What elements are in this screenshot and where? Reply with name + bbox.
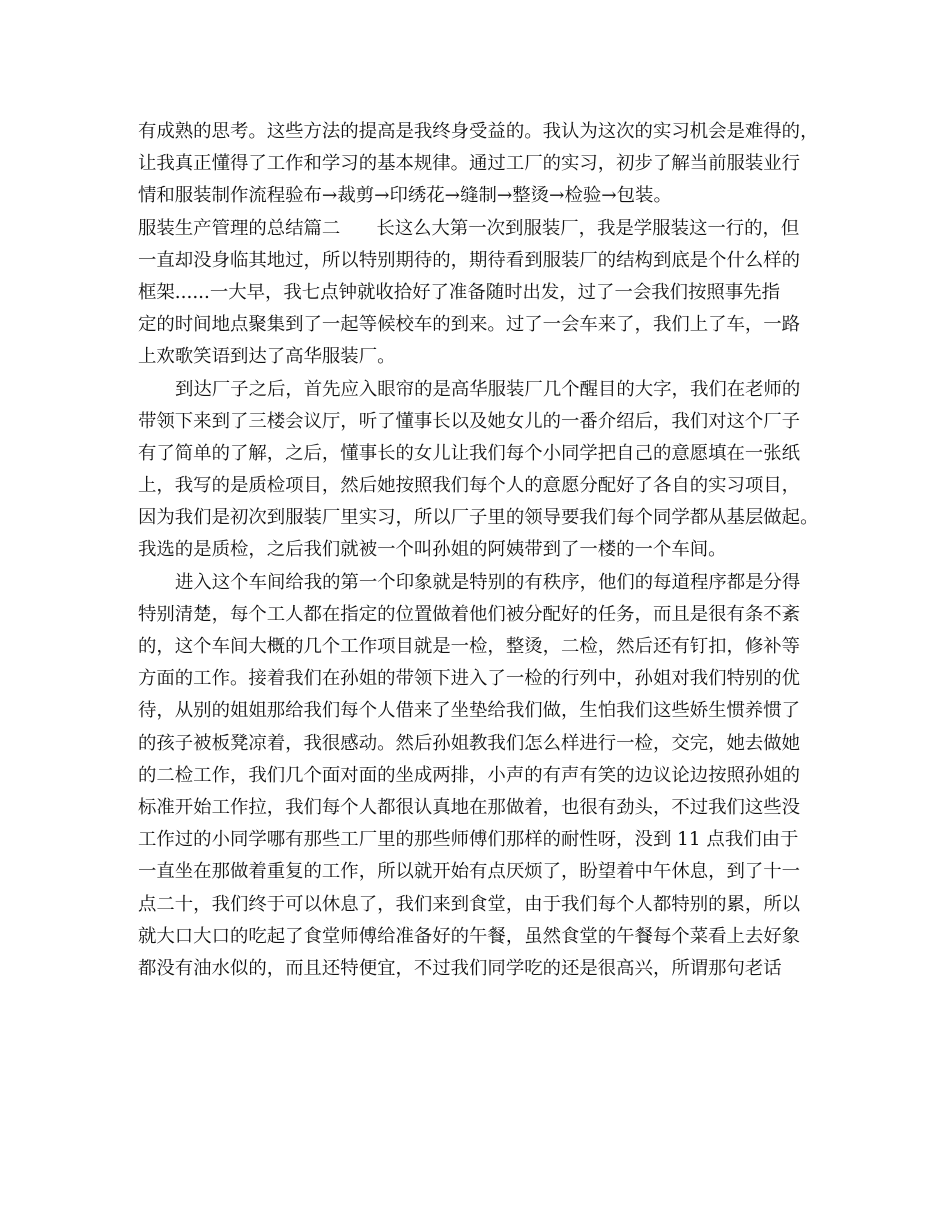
text-line: 因为我们是初次到服装厂里实习，所以厂子里的领导要我们每个同学都从基层做起。 [138, 507, 819, 529]
text-line: 特别清楚，每个工人都在指定的位置做着他们被分配好的任务，而且是很有条不紊 [138, 603, 801, 625]
text-line: 一直却没身临其地过，所以特别期待的，期待看到服装厂的结构到底是个什么样的 [138, 249, 801, 271]
text-line: 方面的工作。接着我们在孙姐的带领下进入了一检的行列中，孙姐对我们特别的优 [138, 668, 801, 690]
text-line: 有成熟的思考。这些方法的提高是我终身受益的。我认为这次的实习机会是难得的， [138, 121, 819, 142]
section-heading-line [138, 213, 828, 245]
text-line: 标准开始工作拉，我们每个人都很认真地在那做着，也很有劲头，不过我们这些没 [138, 796, 801, 818]
paragraph-start-line: 进入这个车间给我的第一个印象就是特别的有秩序，他们的每道程序都是分得 [175, 571, 801, 593]
text-line: 待，从别的姐姐那给我们每个人借来了坐垫给我们做，生怕我们这些娇生惯养惯了 [138, 700, 801, 722]
text-line: 框架......一大早，我七点钟就收拾好了准备随时出发，过了一会我们按照事先指 [138, 281, 780, 303]
paragraph-start-line: 到达厂子之后，首先应入眼帘的是高华服装厂几个醒目的大字，我们在老师的 [175, 378, 801, 400]
text-line: 的二检工作，我们几个面对面的坐成两排，小声的有声有笑的边议论边按照孙姐的 [138, 764, 801, 786]
text-line: 一直坐在那做着重复的工作，所以就开始有点厌烦了，盼望着中午休息，到了十一 [138, 861, 801, 883]
text-line: 工作过的小同学哪有那些工厂里的那些师傅们那样的耐性呀，没到 11 点我们由于 [138, 829, 799, 851]
text-line: 情和服装制作流程验布→裁剪→印绣花→缝制→整烫→检验→包装。 [138, 185, 672, 207]
section-heading: 服装生产管理的总结篇二 [138, 217, 341, 239]
text-line: 上，我写的是质检项目，然后她按照我们每个人的意愿分配好了各自的实习项目， [138, 475, 801, 497]
document-body [138, 116, 828, 985]
text-line: 有了简单的了解，之后，懂事长的女儿让我们每个小同学把自己的意愿填在一张纸 [138, 442, 801, 464]
text-line: 带领下来到了三楼会议厅，听了懂事长以及她女儿的一番介绍后，我们对这个厂子 [138, 410, 801, 432]
text-line: 的孩子被板凳凉着，我很感动。然后孙姐教我们怎么样进行一检，交完，她去做她 [138, 732, 801, 754]
text-line: 上欢歌笑语到达了高华服装厂。 [138, 346, 396, 368]
text-line: 让我真正懂得了工作和学习的基本规律。通过工厂的实习，初步了解当前服装业行 [138, 153, 801, 175]
text-line: 点二十，我们终于可以休息了，我们来到食堂，由于我们每个人都特别的累，所以 [138, 893, 801, 915]
text-line: 就大口大口的吃起了食堂师傅给准备好的午餐，虽然食堂的午餐每个菜看上去好象 [138, 925, 801, 947]
text-line: 都没有油水似的，而且还特便宜，不过我们同学吃的还是很高兴，所谓那句老话 [138, 957, 782, 979]
text-line: 我选的是质检，之后我们就被一个叫孙姐的阿姨带到了一楼的一个车间。 [138, 539, 727, 561]
section-lead-text: 长这么大第一次到服装厂，我是学服装这一行的，但 [376, 217, 800, 239]
text-line: 定的时间地点聚集到了一起等候校车的到来。过了一会车来了，我们上了车，一路 [138, 314, 801, 336]
text-line: 的，这个车间大概的几个工作项目就是一检，整烫，二检，然后还有钉扣，修补等 [138, 636, 801, 657]
